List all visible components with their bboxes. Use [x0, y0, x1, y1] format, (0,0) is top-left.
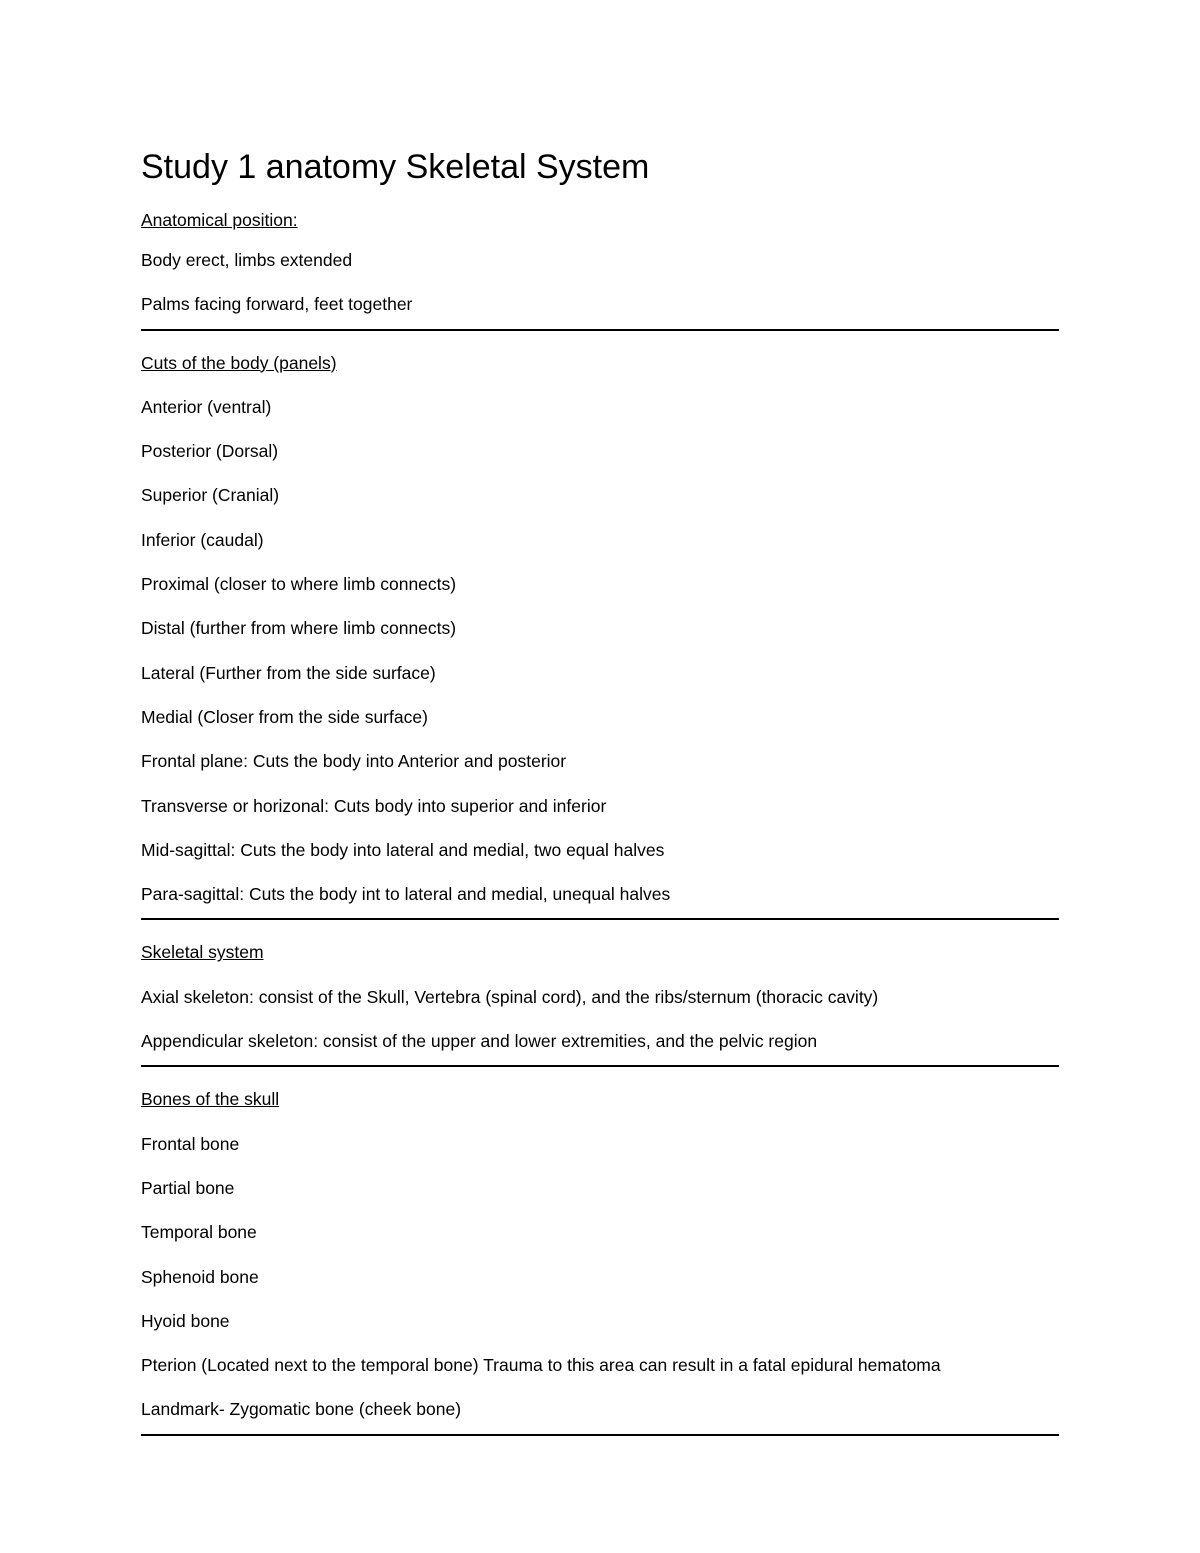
text-line: Inferior (caudal): [141, 529, 264, 550]
text-line: Transverse or horizonal: Cuts body into superior and inferior: [141, 795, 607, 816]
section-cuts-of-the-body: [141, 341, 1059, 921]
text-line: Posterior (Dorsal): [141, 441, 279, 462]
section-heading: Skeletal system: [141, 942, 264, 963]
text-line: Pterion (Located next to the temporal bone) Trauma to this area can result in a fatal epidural hematoma: [141, 1355, 941, 1376]
text-line: Mid-sagittal: Cuts the body into lateral and medial, two equal halves: [141, 839, 665, 860]
section-heading: Cuts of the body (panels): [141, 352, 337, 373]
text-line: Frontal plane: Cuts the body into Anterior and posterior: [141, 751, 567, 772]
text-line: Superior (Cranial): [141, 485, 280, 506]
text-line: Frontal bone: [141, 1133, 240, 1154]
section-bones-of-the-skull: [141, 1077, 1059, 1435]
text-line: Partial bone: [141, 1177, 235, 1198]
text-line: Body erect, limbs extended: [141, 250, 353, 270]
text-line: Temporal bone: [141, 1222, 257, 1243]
text-line: Lateral (Further from the side surface): [141, 662, 436, 683]
text-line: Sphenoid bone: [141, 1266, 259, 1287]
text-line: Medial (Closer from the side surface): [141, 706, 428, 727]
page-title: Study 1 anatomy Skeletal System: [141, 148, 650, 186]
section-skeletal-system: [141, 930, 1059, 1067]
section-heading: Anatomical position:: [141, 210, 298, 230]
text-line: Palms facing forward, feet together: [141, 294, 413, 315]
section-anatomical-position: [141, 202, 1059, 331]
text-line: Landmark- Zygomatic bone (cheek bone): [141, 1399, 462, 1420]
text-line: Hyoid bone: [141, 1310, 230, 1331]
text-line: Distal (further from where limb connects): [141, 618, 457, 639]
text-line: Proximal (closer to where limb connects): [141, 574, 457, 595]
text-line: Appendicular skeleton: consist of the upper and lower extremities, and the pelvic region: [141, 1031, 818, 1052]
section-heading: Bones of the skull: [141, 1089, 280, 1110]
text-line: Para-sagittal: Cuts the body int to lateral and medial, unequal halves: [141, 884, 671, 905]
text-line: Anterior (ventral): [141, 396, 272, 417]
document-page: [141, 140, 1059, 1446]
text-line: Axial skeleton: consist of the Skull, Vertebra (spinal cord), and the ribs/sternum (thoracic cavity): [141, 986, 879, 1007]
